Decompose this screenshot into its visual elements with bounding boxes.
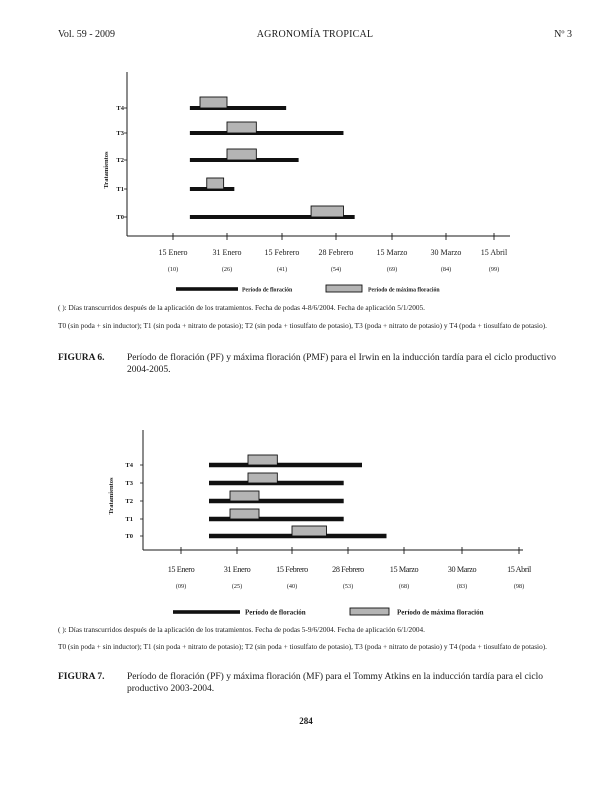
x-tick-label: 15 Febrero — [264, 248, 300, 257]
category-label-t1: T1 — [116, 186, 124, 194]
x-tick-label: 31 Enero — [212, 248, 242, 257]
x-day-label: (84) — [440, 266, 452, 273]
figure-7-chart — [0, 422, 612, 622]
page-header — [58, 29, 572, 43]
x-tick-label: 30 Marzo — [430, 248, 462, 257]
x-day-label: (53) — [342, 583, 354, 590]
figure-6-label: FIGURA 6. — [58, 353, 105, 363]
x-tick-label: 15 Abril — [507, 565, 531, 574]
category-label-t4: T4 — [116, 105, 124, 113]
category-label-t2: T2 — [116, 157, 124, 165]
legend-flowering-swatch — [176, 287, 238, 291]
max-flowering-box-t4 — [200, 97, 227, 108]
x-tick-label: 15 Enero — [158, 248, 188, 257]
x-tick-label: 15 Abril — [480, 248, 508, 257]
max-flowering-box-t2 — [227, 149, 256, 160]
figure-7-note-treatments: T0 (sin poda + sin inductor); T1 (sin poda + nitrato de potasio); T2 (sin poda + tiosulfato de potasio), T3 (poda + nitrato de potasio) y T4 (poda + tiosulfato de potasio). — [58, 642, 547, 651]
x-day-label: (98) — [513, 583, 525, 590]
legend-max-flowering-label: Período de máxima floración — [397, 608, 484, 617]
journal-title: AGRONOMÍA TROPICAL — [256, 29, 374, 40]
x-day-label: (83) — [456, 583, 468, 590]
legend-flowering-label: Período de floración — [242, 287, 293, 294]
max-flowering-box-t3 — [227, 122, 256, 133]
figure-7-note-days: ( ): Días transcurridos después de la aplicación de los tratamientos. Fecha de podas 5-9/6/2004. Fecha de aplicación 6/1/2004. — [58, 625, 425, 634]
x-day-label: (99) — [488, 266, 500, 273]
x-tick-label: 15 Enero — [167, 565, 195, 574]
x-tick-label: 28 Febrero — [332, 565, 364, 574]
category-label-t4: T4 — [125, 462, 133, 470]
x-tick-label: 15 Febrero — [276, 565, 308, 574]
max-flowering-box-t1 — [207, 178, 224, 189]
category-label-t3: T3 — [116, 130, 124, 138]
flowering-bar-t4 — [209, 463, 362, 468]
x-tick-label: 15 Marzo — [389, 565, 419, 574]
x-day-label: (10) — [167, 266, 179, 273]
max-flowering-box-t0 — [292, 526, 326, 536]
legend-max-flowering-label: Período de máxima floración — [368, 287, 440, 294]
max-flowering-box-t0 — [311, 206, 343, 217]
legend-max-flowering-swatch — [350, 608, 389, 615]
x-day-label: (41) — [276, 266, 288, 273]
y-axis-title: Tratamientos — [103, 151, 110, 189]
figure-6-note-days: ( ): Días transcurridos después de la aplicación de los tratamientos. Fecha de podas 4-8/6/2004. Fecha de aplicación 5/1/2005. — [58, 303, 425, 312]
legend-flowering-swatch — [173, 610, 240, 614]
x-tick-label: 28 Febrero — [318, 248, 354, 257]
category-label-t0: T0 — [125, 533, 133, 541]
category-label-t0: T0 — [116, 214, 124, 222]
y-axis-title: Tratamientos — [108, 477, 115, 515]
x-day-label: (09) — [175, 583, 187, 590]
legend-max-flowering-swatch — [326, 285, 362, 292]
figure-7-caption-text: Período de floración (PF) y máxima floración (MF) para el Tommy Atkins en la inducción tardía para el ciclo productivo 2003-2004. — [127, 672, 543, 694]
figure-6-note-treatments: T0 (sin poda + sin inductor); T1 (sin poda + nitrato de potasio); T2 (sin poda + tiosulfato de potasio), T3 (poda + nitrato de potasio) y T4 (poda + tiosulfato de potasio). — [58, 321, 547, 330]
x-day-label: (54) — [330, 266, 342, 273]
issue-number: Nº 3 — [554, 29, 572, 40]
x-day-label: (25) — [231, 583, 243, 590]
page-number: 284 — [299, 716, 313, 726]
flowering-bar-t1 — [209, 517, 344, 522]
x-day-label: (68) — [398, 583, 410, 590]
category-label-t2: T2 — [125, 498, 133, 506]
x-tick-label: 15 Marzo — [376, 248, 408, 257]
max-flowering-box-t4 — [248, 455, 277, 465]
figure-6-chart — [0, 60, 612, 300]
legend-flowering-label: Período de floración — [245, 608, 306, 617]
category-label-t1: T1 — [125, 516, 133, 524]
max-flowering-box-t2 — [230, 491, 259, 501]
flowering-bar-t3 — [190, 131, 344, 135]
category-label-t3: T3 — [125, 480, 133, 488]
x-day-label: (40) — [286, 583, 298, 590]
flowering-bar-t2 — [209, 499, 344, 504]
max-flowering-box-t3 — [248, 473, 277, 483]
x-tick-label: 30 Marzo — [447, 565, 477, 574]
x-tick-label: 31 Enero — [223, 565, 251, 574]
volume-label: Vol. 59 - 2009 — [58, 29, 116, 40]
x-day-label: (69) — [386, 266, 398, 273]
x-day-label: (26) — [221, 266, 233, 273]
max-flowering-box-t1 — [230, 509, 259, 519]
figure-7-label: FIGURA 7. — [58, 672, 105, 682]
figure-6-caption-text: Período de floración (PF) y máxima floración (PMF) para el Irwin en la inducción tardía para el ciclo productivo 2004-2005. — [127, 353, 556, 375]
